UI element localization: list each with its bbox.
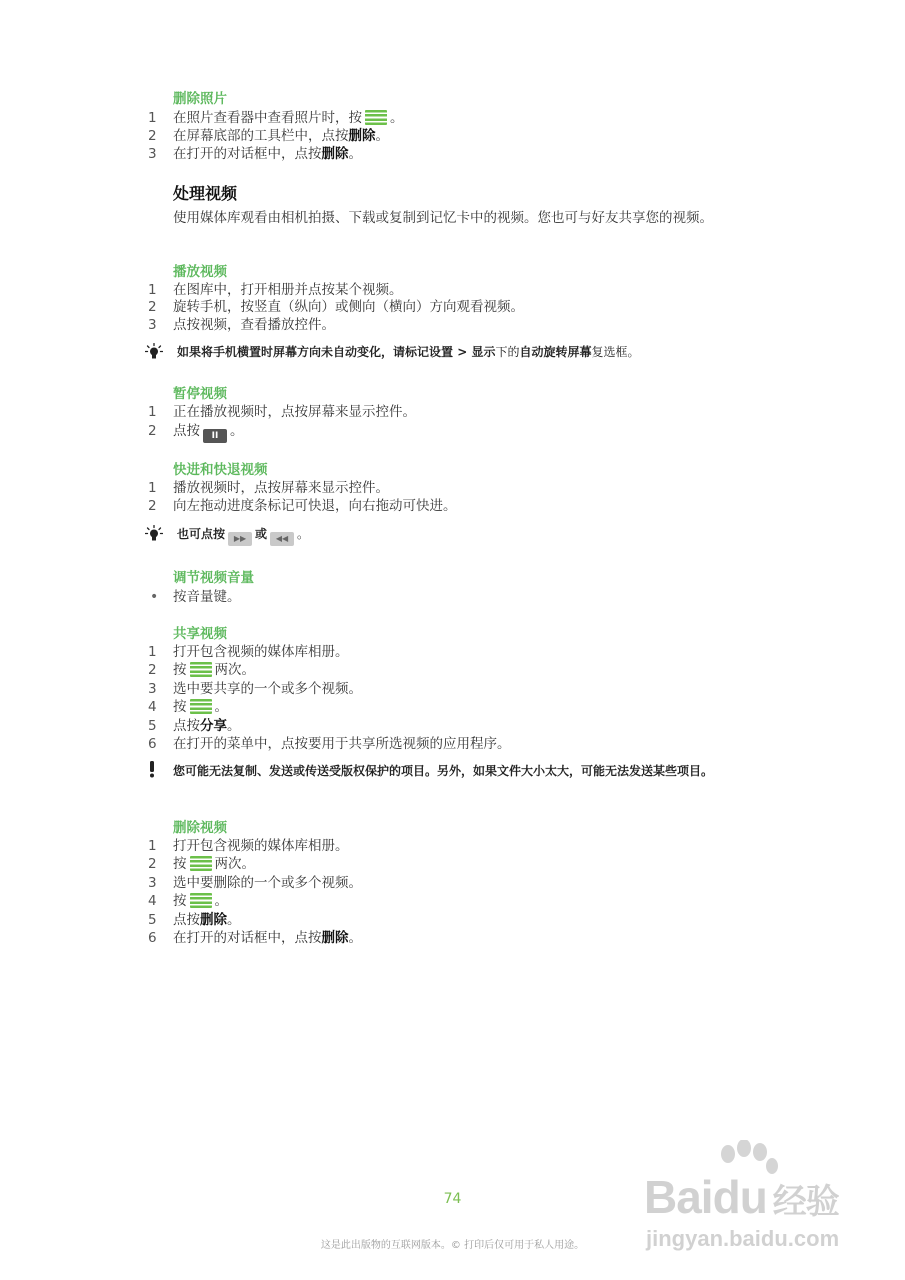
section-title-delete-video: 删除视频 (173, 820, 227, 836)
lightbulb-icon (145, 343, 163, 361)
section-title-pause-video: 暂停视频 (173, 386, 227, 402)
section-title-handle-video: 处理视频 (173, 184, 238, 203)
bullet: • (150, 589, 159, 605)
page-number: 74 (443, 1191, 462, 1207)
fast-forward-icon: ▶▶ (228, 532, 252, 546)
section-title-share-video: 共享视频 (173, 626, 227, 642)
section-title-play-video: 播放视频 (173, 264, 227, 280)
footer-text: 这是此出版物的互联网版本。© 打印后仅可用于私人用途。 (320, 1240, 585, 1251)
section-paragraph: 使用媒体库观看由相机拍摄、下载或复制到记忆卡中的视频。您也可与好友共享您的视频。 (173, 210, 713, 226)
baidu-watermark: Baidu 经验 jingyan.baidu.com (640, 1140, 875, 1260)
menu-icon (190, 856, 212, 871)
menu-icon (190, 699, 212, 714)
section-title-ff-rw: 快进和快退视频 (173, 462, 268, 478)
section-title-delete-photo: 删除照片 (173, 91, 227, 107)
lightbulb-icon (145, 525, 163, 543)
menu-icon (190, 662, 212, 677)
menu-icon (190, 893, 212, 908)
note-text: 您可能无法复制、发送或传送受版权保护的项目。另外，如果文件大小太大，可能无法发送某些项目。 (173, 764, 714, 778)
rewind-icon: ◀◀ (270, 532, 294, 546)
menu-icon (365, 110, 387, 125)
section-title-volume: 调节视频音量 (173, 570, 254, 586)
pause-icon: II (203, 429, 227, 443)
warning-icon (147, 760, 157, 778)
